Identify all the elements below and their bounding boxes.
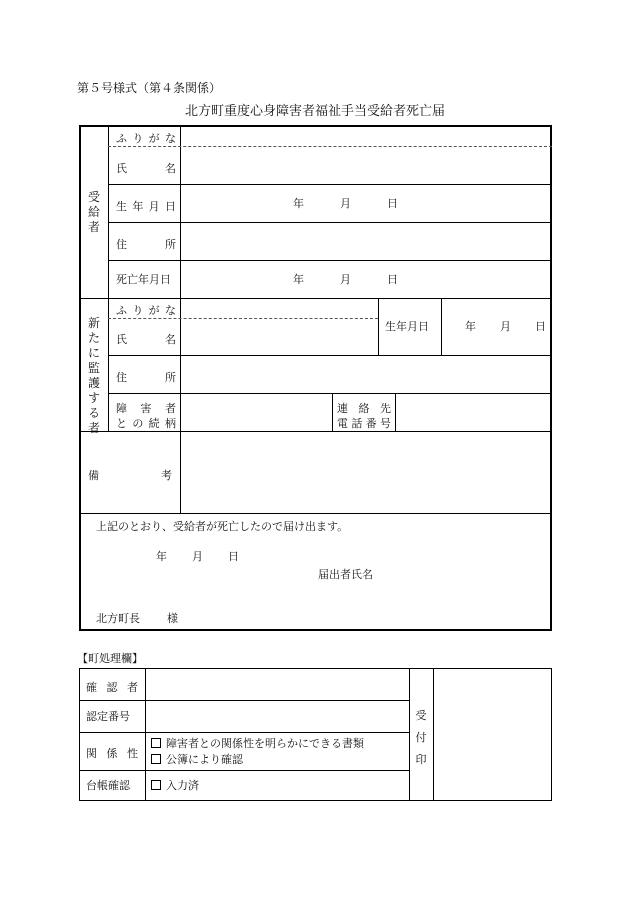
relationship-label: 関 係 性 [86, 747, 138, 760]
guardian-birth-day-label: 日 [535, 320, 546, 333]
form-number: 第５号様式（第４条関係） [77, 81, 222, 95]
divider-remarks [79, 513, 552, 514]
submitter-name-label: 届出者氏名 [318, 568, 373, 581]
col-line [395, 393, 396, 431]
recipient-furigana-label: ふ り が な [116, 132, 176, 145]
ledger-option[interactable]: 入力済 [151, 780, 199, 791]
submit-month-label: 月 [192, 550, 203, 563]
declaration-text: 上記のとおり、受給者が死亡したので届け出ます。 [96, 520, 349, 533]
guardian-contact-label-1: 連 絡 先 [337, 402, 391, 415]
furigana-separator [108, 318, 378, 319]
col-line [441, 298, 442, 355]
submit-year-label: 年 [156, 550, 167, 563]
guardian-birth-year-label: 年 [465, 320, 476, 333]
col-line [332, 393, 333, 431]
checkbox-icon[interactable] [151, 754, 161, 764]
recipient-name-label: 氏 名 [116, 162, 176, 175]
page-title: 北方町重度心身障害者福祉手当受給者死亡届 [184, 104, 445, 119]
guardian-section-label: 新たに監護する者 [87, 316, 100, 435]
section-column-line [108, 125, 109, 431]
checkbox-icon[interactable] [151, 738, 161, 748]
row-line [79, 700, 409, 701]
relationship-option-1[interactable]: 障害者との関係性を明らかにできる書類 [151, 738, 364, 749]
addressee-honorific: 様 [167, 612, 178, 625]
remarks-label: 備 考 [88, 469, 172, 482]
row-line [108, 184, 552, 185]
row-line [108, 222, 552, 223]
row-line [108, 260, 552, 261]
office-table [79, 668, 552, 801]
receipt-stamp-label: 受付印 [415, 709, 427, 766]
birth-month-label: 月 [340, 197, 351, 210]
guardian-furigana-label: ふ り が な [116, 304, 176, 317]
row-line [79, 732, 409, 733]
guardian-birthdate-label: 生年月日 [385, 320, 429, 333]
ledger-label: 台帳確認 [86, 779, 130, 792]
col-line [433, 668, 434, 801]
submit-day-label: 日 [228, 550, 239, 563]
death-year-label: 年 [293, 273, 304, 286]
cert-number-label: 認定番号 [86, 710, 130, 723]
row-line [79, 770, 409, 771]
relationship-option-2[interactable]: 公簿により確認 [151, 754, 243, 765]
divider-recipient [79, 298, 552, 299]
death-day-label: 日 [387, 273, 398, 286]
birth-year-label: 年 [293, 197, 304, 210]
col-line [145, 668, 146, 801]
guardian-birth-month-label: 月 [500, 320, 511, 333]
checkbox-icon[interactable] [151, 780, 161, 790]
death-month-label: 月 [340, 273, 351, 286]
guardian-name-label: 氏 名 [116, 333, 176, 346]
divider-guardian [79, 431, 552, 432]
birth-day-label: 日 [387, 197, 398, 210]
guardian-relation-label-1: 障 害 者 [116, 402, 176, 415]
recipient-death-date-label: 死亡年月日 [116, 273, 171, 286]
recipient-birthdate-label: 生 年 月 日 [116, 200, 176, 213]
col-line [409, 668, 410, 801]
office-heading: 【町処理欄】 [77, 652, 143, 665]
col-line [378, 298, 379, 355]
guardian-address-label: 住 所 [116, 371, 176, 384]
confirmer-label: 確 認 者 [86, 681, 138, 694]
row-line [108, 393, 552, 394]
guardian-relation-label-2: と の 続 柄 [116, 417, 176, 430]
addressee: 北方町長 [96, 612, 140, 625]
recipient-section-label: 受給者 [87, 190, 100, 234]
furigana-separator [108, 146, 552, 147]
row-line [108, 355, 552, 356]
recipient-address-label: 住 所 [116, 238, 176, 251]
guardian-contact-label-2: 電 話 番 号 [337, 417, 391, 430]
